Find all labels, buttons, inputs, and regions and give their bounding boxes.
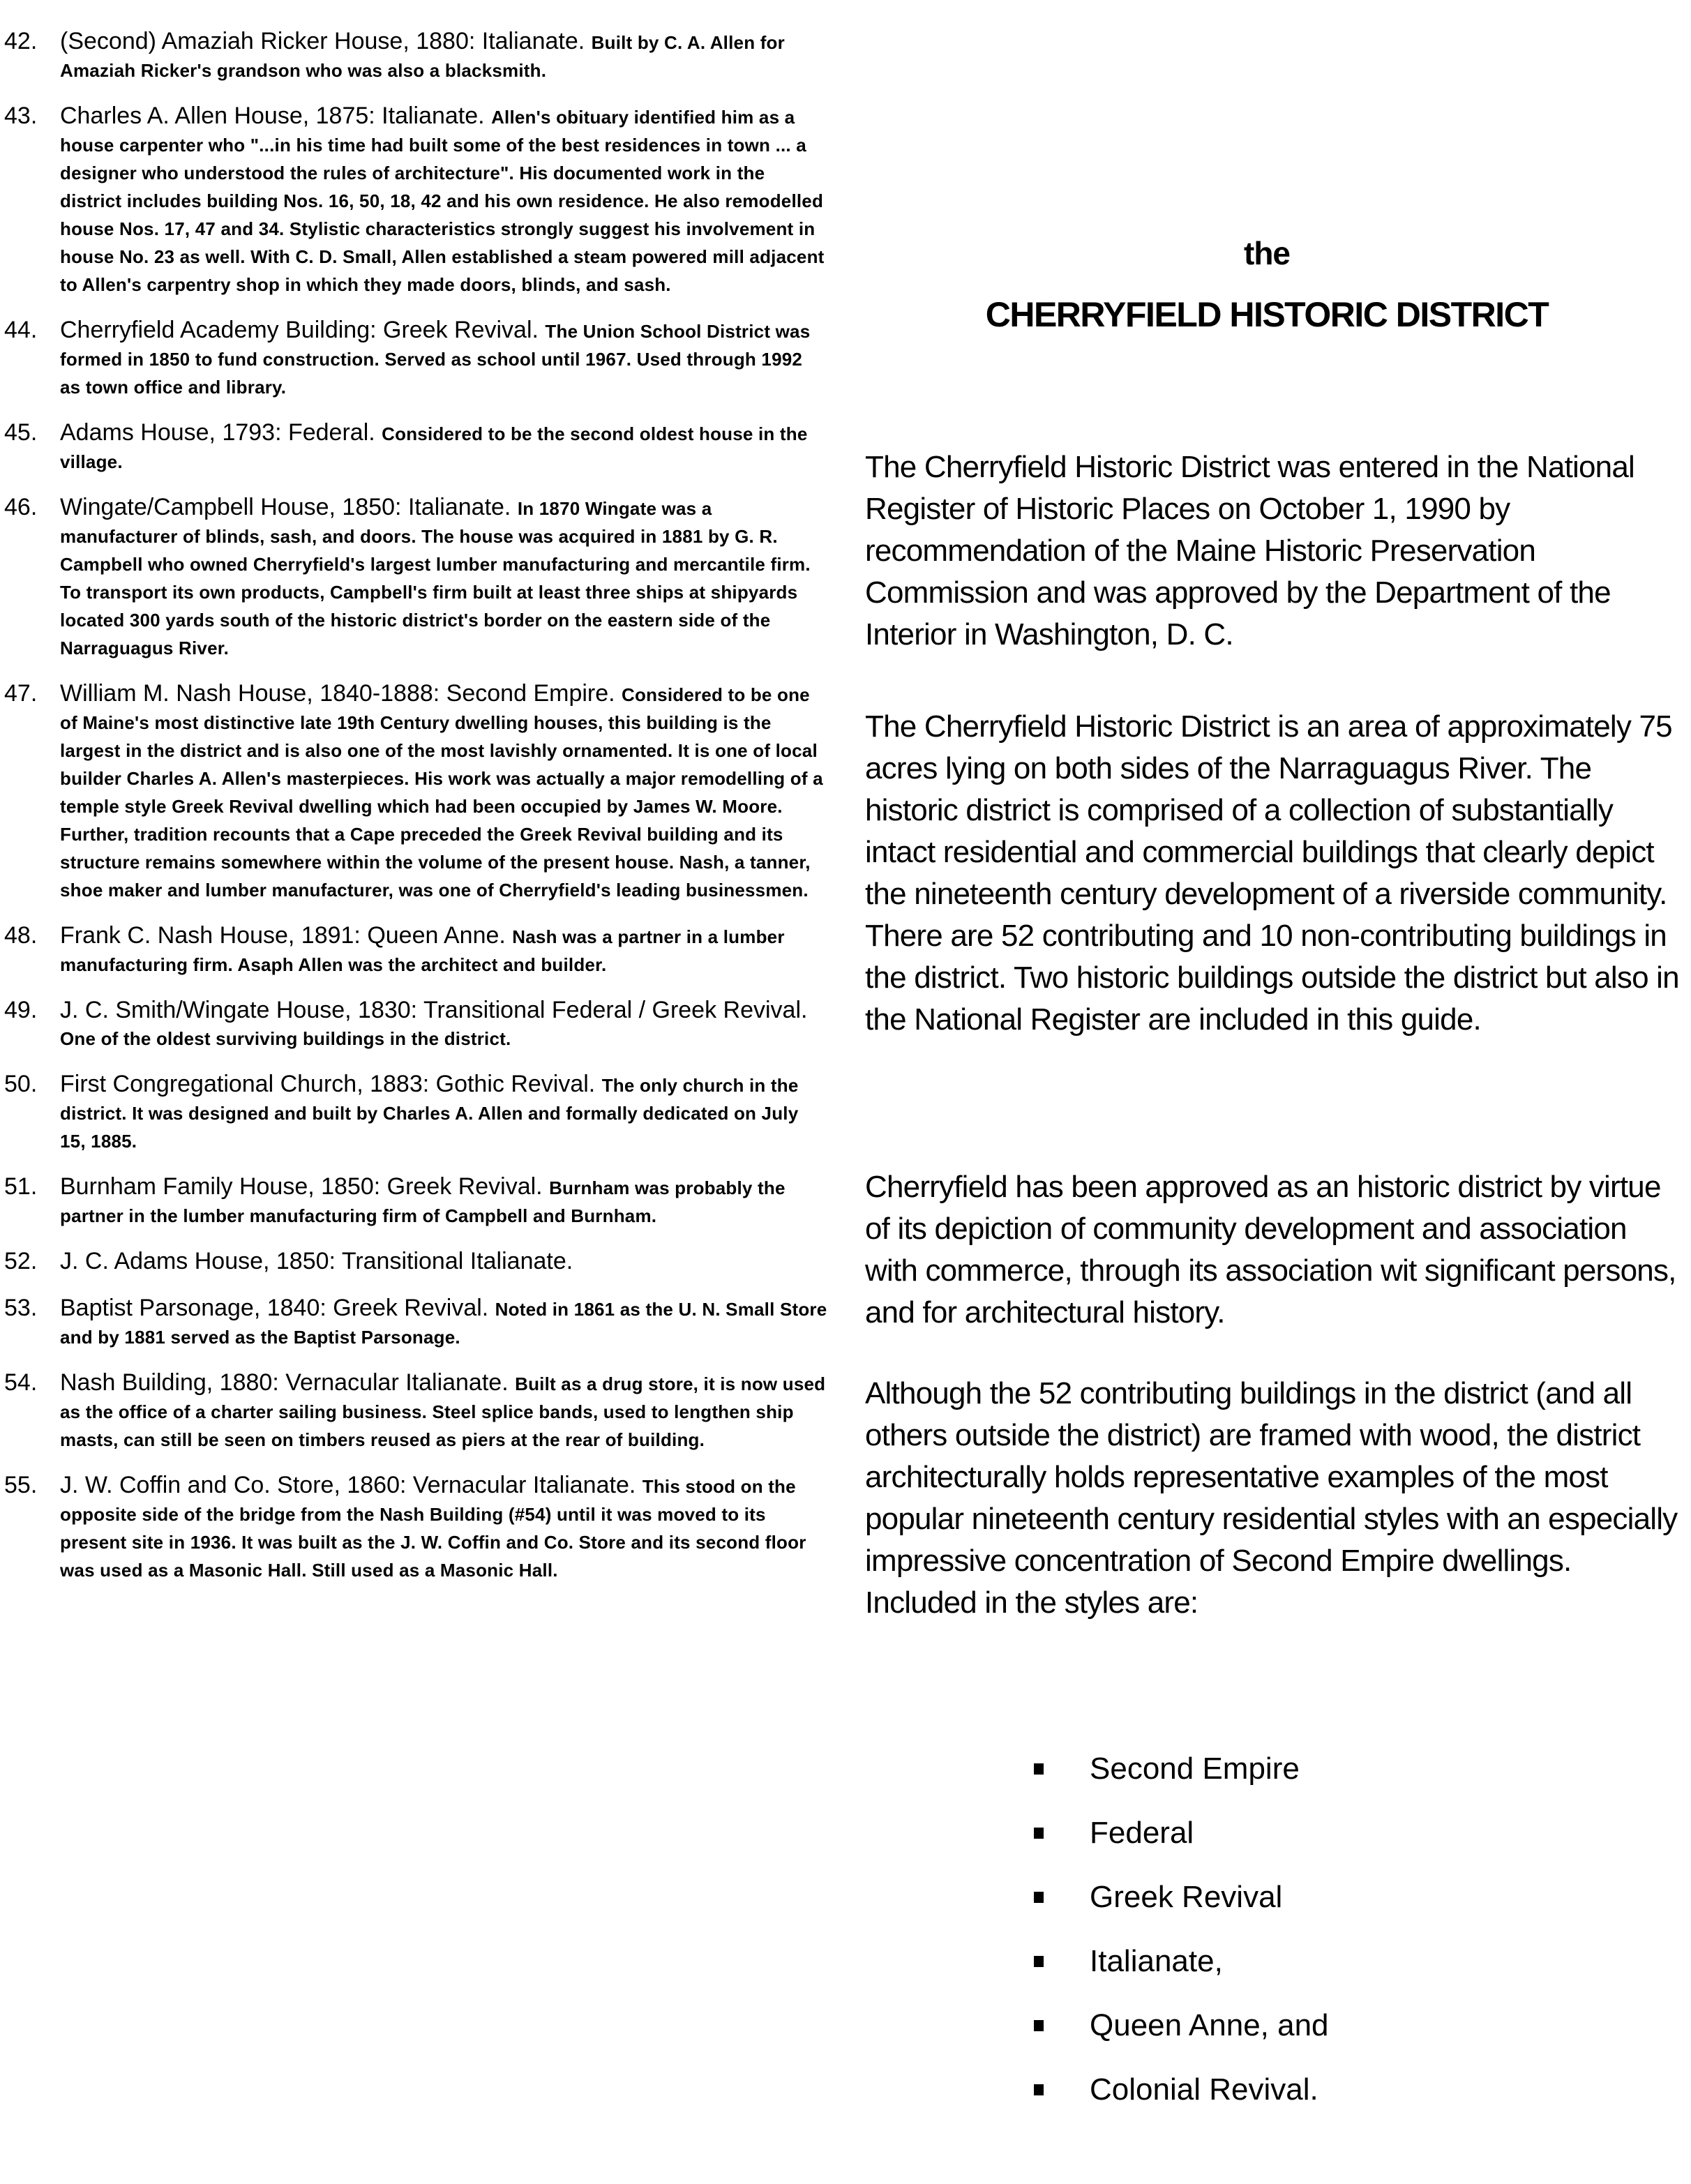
list-item [4,418,827,476]
bullet-icon [1034,1763,1044,1775]
intro-paragraph: The Cherryfield Historic District was entered in the National Register of Historic Places on October 1, 1990 by recommendation of the Maine Historic Preservation Commission and was approved by the Department of the Interior in Washington, D. C. [865,450,1634,652]
styles-paragraph: Although the 52 contributing buildings in the district (and all others outside the district) are framed with wood, the district architecturally holds representative examples of the most popular nineteenth century residential styles with an especially impressive concentration of Second Empire dwellings. Included in the styles are: [865,1376,1678,1620]
page-title: CHERRYFIELD HISTORIC DISTRICT [985,295,1549,334]
entry-heading: Frank C. Nash House, 1891: Queen Anne. [60,922,513,949]
entry-number: 51. [4,1173,38,1200]
list-item [4,492,827,662]
bullet-icon [1034,1892,1044,1903]
significance-paragraph: Cherryfield has been approved as an historic district by virtue of its depiction of community development and association with commerce, through its association wit significant persons, and for architectural history. [865,1170,1676,1330]
entry-number: 54. [4,1369,38,1396]
bullet-icon [1034,2020,1044,2031]
entry-number: 46. [4,494,38,520]
style-name: Italianate, [1090,1944,1223,1978]
style-name: Federal [1090,1816,1194,1850]
list-item [4,1293,827,1351]
list-item [1030,1865,1329,1929]
list-item [1030,1801,1329,1865]
entry-number: 49. [4,997,38,1023]
list-item [1030,1929,1329,1994]
description-paragraph: The Cherryfield Historic District is an area of approximately 75 acres lying on both sides of the Narraguagus River. The historic district is comprised of a collection of substantially intact residential and commercial buildings that clearly depict the nineteenth century development of a riverside community. There are 52 contributing and 10 non-contributing buildings in the district. Two historic buildings outside the district but also in the National Register are included in this guide. [865,709,1679,1037]
entry-heading: First Congregational Church, 1883: Gothic Revival. [60,1071,602,1097]
entry-description: Burnham was probably the partner in the lumber manufacturing firm of Campbell and Burnham. [60,1177,786,1226]
entry-heading: Wingate/Campbell House, 1850: Italianate. [60,494,518,520]
entry-description: Built as a drug store, it is now used as the office of a charter sailing business. Steel splice bands, used to lengthen ship masts, can still be seen on timbers reused as piers at the rear of building. [60,1373,826,1450]
entry-description: Built by C. A. Allen for Amaziah Ricker's grandson who was also a blacksmith. [60,32,785,81]
list-item [4,1172,827,1230]
entry-description: Noted in 1861 as the U. N. Small Store and by 1881 served as the Baptist Parsonage. [60,1299,827,1348]
entry-number: 50. [4,1071,38,1097]
entry-heading: J. C. Smith/Wingate House, 1830: Transitional Federal / Greek Revival. [60,997,808,1023]
entry-description: Nash was a partner in a lumber manufacturing firm. Asaph Allen was the architect and builder. [60,926,785,975]
list-item [4,1368,827,1454]
list-item [4,101,827,299]
list-item [4,27,827,84]
entry-number: 42. [4,28,38,54]
bullet-icon [1034,1956,1044,1967]
style-name: Queen Anne, and [1090,2008,1329,2042]
list-item [4,315,827,401]
list-item [4,679,827,904]
entry-heading: Charles A. Allen House, 1875: Italianate. [60,103,492,129]
entry-heading: Baptist Parsonage, 1840: Greek Revival. [60,1295,495,1321]
entry-number: 52. [4,1248,38,1274]
building-list [4,27,827,1601]
list-item [4,1470,827,1584]
entry-number: 45. [4,419,38,446]
bullet-icon [1034,2084,1044,2095]
entry-heading: J. C. Adams House, 1850: Transitional Italianate. [60,1248,573,1274]
entry-description: This stood on the opposite side of the bridge from the Nash Building (#54) until it was moved to its present site in 1936. It was built as the J. W. Coffin and Co. Store and its second floor was used as a Masonic Hall. Still used as a Masonic Hall. [60,1476,806,1581]
entry-heading: Burnham Family House, 1850: Greek Revival. [60,1173,550,1200]
entry-heading: Adams House, 1793: Federal. [60,419,382,446]
list-item [4,1069,827,1155]
entry-number: 44. [4,317,38,343]
entry-description: The only church in the district. It was designed and built by Charles A. Allen and formally dedicated on July 15, 1885. [60,1075,799,1152]
entry-number: 48. [4,922,38,949]
entry-description: Considered to be one of Maine's most distinctive late 19th Century dwelling houses, this building is the largest in the district and is also one of the most lavishly ornamented. It is one of local builder Charles A. Allen's masterpieces. His work was actually a major remodelling of a temple style Greek Revival dwelling which had been occupied by James W. Moore. Further, tradition recounts that a Cape preceded the Greek Revival building and its structure remains somewhere within the volume of the present house. Nash, a tanner, shoe maker and lumber manufacturer, was one of Cherryfield's leading businessmen. [60,684,823,901]
list-item [1030,1737,1329,1801]
entry-heading: Cherryfield Academy Building: Greek Revival. [60,317,546,343]
style-name: Greek Revival [1090,1880,1283,1914]
style-name: Second Empire [1090,1752,1300,1786]
styles-list [1030,1737,1329,2122]
list-item [4,995,827,1053]
entry-description: In 1870 Wingate was a manufacturer of blinds, sash, and doors. The house was acquired in 1881 by G. R. Campbell who owned Cherryfield's largest lumber manufacturing and mercantile firm. To transport its own products, Campbell's firm built at least three ships at shipyards located 300 yards south of the historic district's border on the eastern side of the Narraguagus River. [60,498,811,658]
entry-heading: Nash Building, 1880: Vernacular Italianate. [60,1369,516,1396]
list-item [1030,2058,1329,2122]
entry-description: Allen's obituary identified him as a house carpenter who "...in his time had built some of the best residences in town ... a designer who understood the rules of architecture". His documented work in the district includes building Nos. 16, 50, 18, 42 and his own residence. He also remodelled house Nos. 17, 47 and 34. Stylistic characteristics strongly suggest his involvement in house No. 23 as well. With C. D. Small, Allen established a steam powered mill adjacent to Allen's carpentry shop in which they made doors, blinds, and sash. [60,107,825,295]
list-item [1030,1994,1329,2058]
entry-description: One of the oldest surviving buildings in the district. [60,1028,511,1049]
list-item [4,921,827,979]
entry-heading: (Second) Amaziah Ricker House, 1880: Italianate. [60,28,592,54]
entry-number: 43. [4,103,38,129]
entry-description: Considered to be the second oldest house in the village. [60,423,808,472]
bullet-icon [1034,1828,1044,1839]
entry-heading: William M. Nash House, 1840-1888: Second Empire. [60,680,622,707]
title-article: the [1244,235,1290,271]
entry-number: 55. [4,1472,38,1498]
entry-description: The Union School District was formed in 1850 to fund construction. Served as school until 1967. Used through 1992 as town office and library. [60,321,811,398]
entry-heading: J. W. Coffin and Co. Store, 1860: Vernacular Italianate. [60,1472,642,1498]
list-item [4,1247,827,1276]
entry-number: 47. [4,680,38,707]
style-name: Colonial Revival. [1090,2072,1318,2107]
entry-number: 53. [4,1295,38,1321]
